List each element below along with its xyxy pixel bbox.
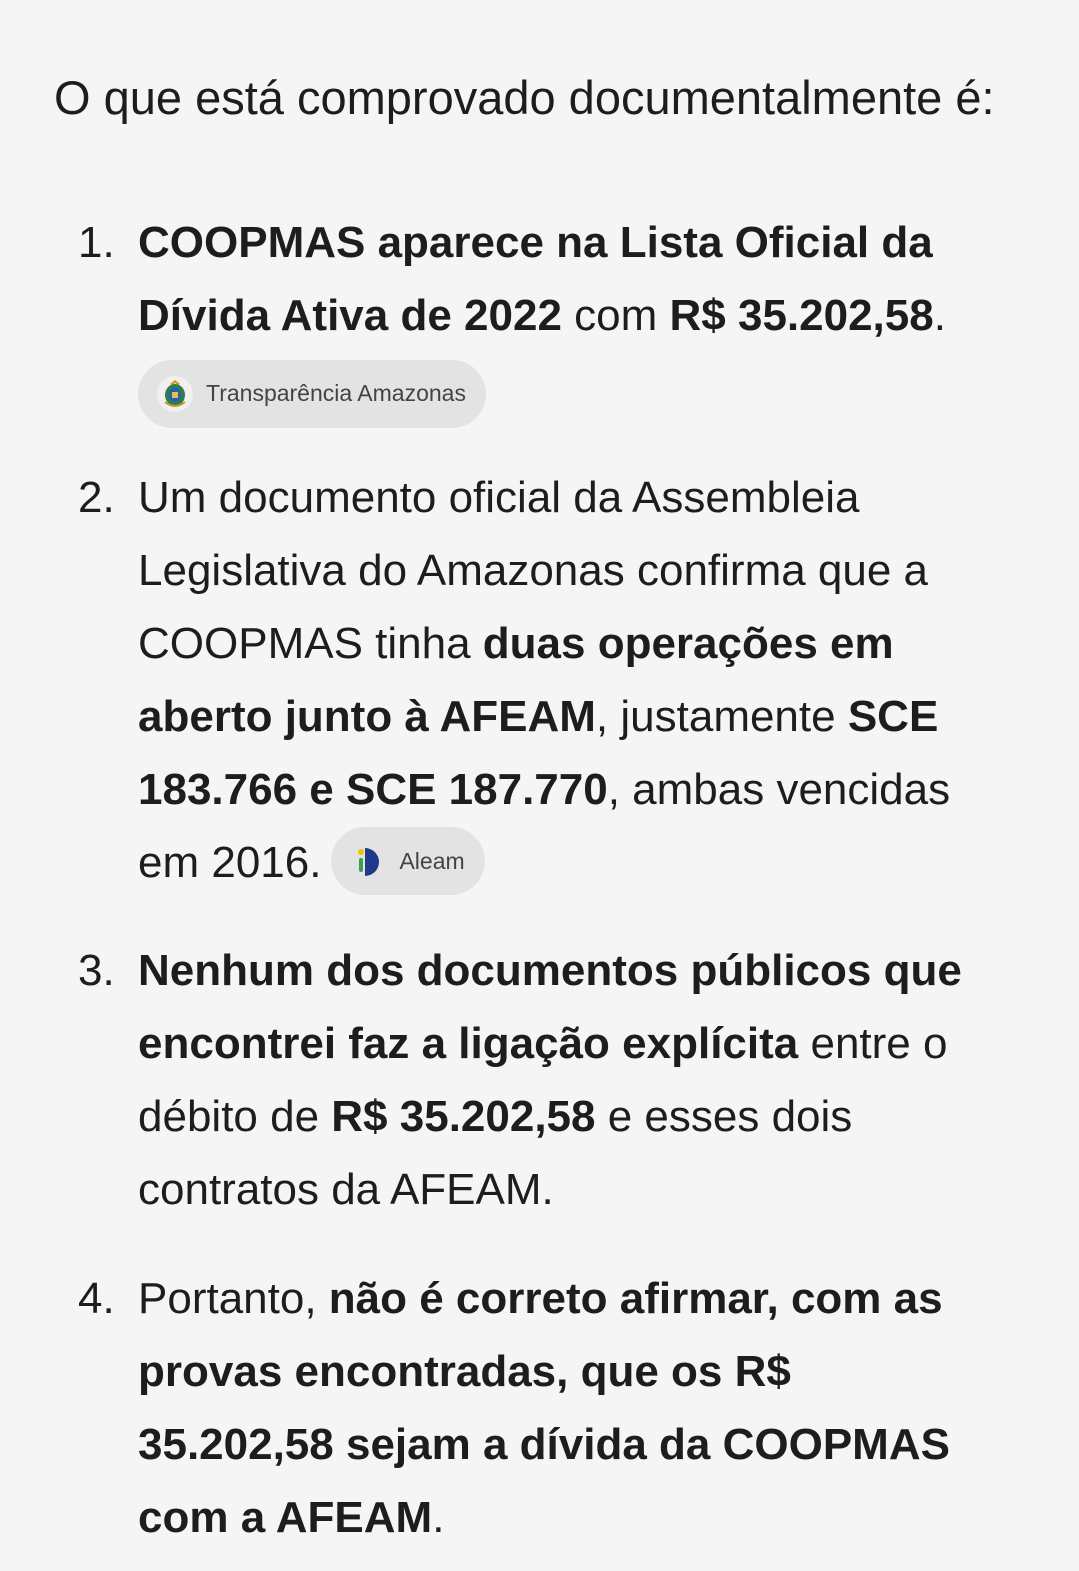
bold-text: 183.766 e SCE 187.770 (138, 765, 608, 814)
plain-text: em 2016. (138, 838, 322, 887)
source-chip-transparencia[interactable] (138, 360, 486, 428)
plain-text: Legislativa do Amazonas confirma que a (138, 546, 929, 595)
bold-text: Dívida Ativa de 2022 (138, 291, 562, 340)
list-number: 2. (78, 473, 115, 522)
bold-text: encontrei faz a ligação explícita (138, 1019, 799, 1068)
bold-text: com a AFEAM (138, 1493, 433, 1542)
bold-text: 35.202,58 sejam a dívida da COOPMAS (138, 1420, 950, 1469)
aleam-logo-icon (349, 842, 387, 880)
intro-text: O que está comprovado documentalmente é: (54, 71, 995, 124)
plain-text: entre o (798, 1019, 948, 1068)
plain-text: e esses dois (595, 1092, 853, 1141)
list-item-text (138, 934, 1038, 1226)
bold-text: duas operações em (482, 619, 894, 668)
bold-text: Nenhum dos documentos públicos que (138, 946, 962, 995)
bold-text: aberto junto à AFEAM (138, 692, 596, 741)
bold-amount: R$ 35.202,58 (331, 1092, 596, 1141)
plain-text: contratos da AFEAM. (138, 1165, 554, 1214)
plain-text: com (561, 291, 670, 340)
plain-text: Um documento oficial da Assembleia (138, 473, 860, 522)
plain-text: , justamente (595, 692, 848, 741)
plain-text: , ambas vencidas (607, 765, 951, 814)
plain-text: . (933, 291, 946, 340)
list-item-text (138, 461, 1038, 899)
source-chip-label: Aleam (399, 847, 465, 874)
plain-text: débito de (138, 1092, 332, 1141)
plain-text: Portanto, (138, 1274, 329, 1323)
plain-text: COOPMAS tinha (138, 619, 483, 668)
bold-text: SCE (847, 692, 939, 741)
source-chip-aleam[interactable] (331, 827, 484, 895)
source-chip-label: Transparência Amazonas (206, 380, 466, 407)
bold-text: provas encontradas, que os R$ (138, 1347, 791, 1396)
plain-text: . (432, 1493, 445, 1542)
list-number: 1. (78, 218, 115, 267)
bold-text: não é correto afirmar, com as (328, 1274, 943, 1323)
list-item-text (138, 206, 1038, 428)
list-number: 4. (78, 1274, 115, 1323)
bold-amount: R$ 35.202,58 (669, 291, 934, 340)
bold-text: COOPMAS aparece na Lista Oficial da (138, 218, 933, 267)
amazonas-coat-of-arms-icon (156, 375, 194, 413)
list-item-text (138, 1262, 1038, 1554)
list-number: 3. (78, 946, 115, 995)
